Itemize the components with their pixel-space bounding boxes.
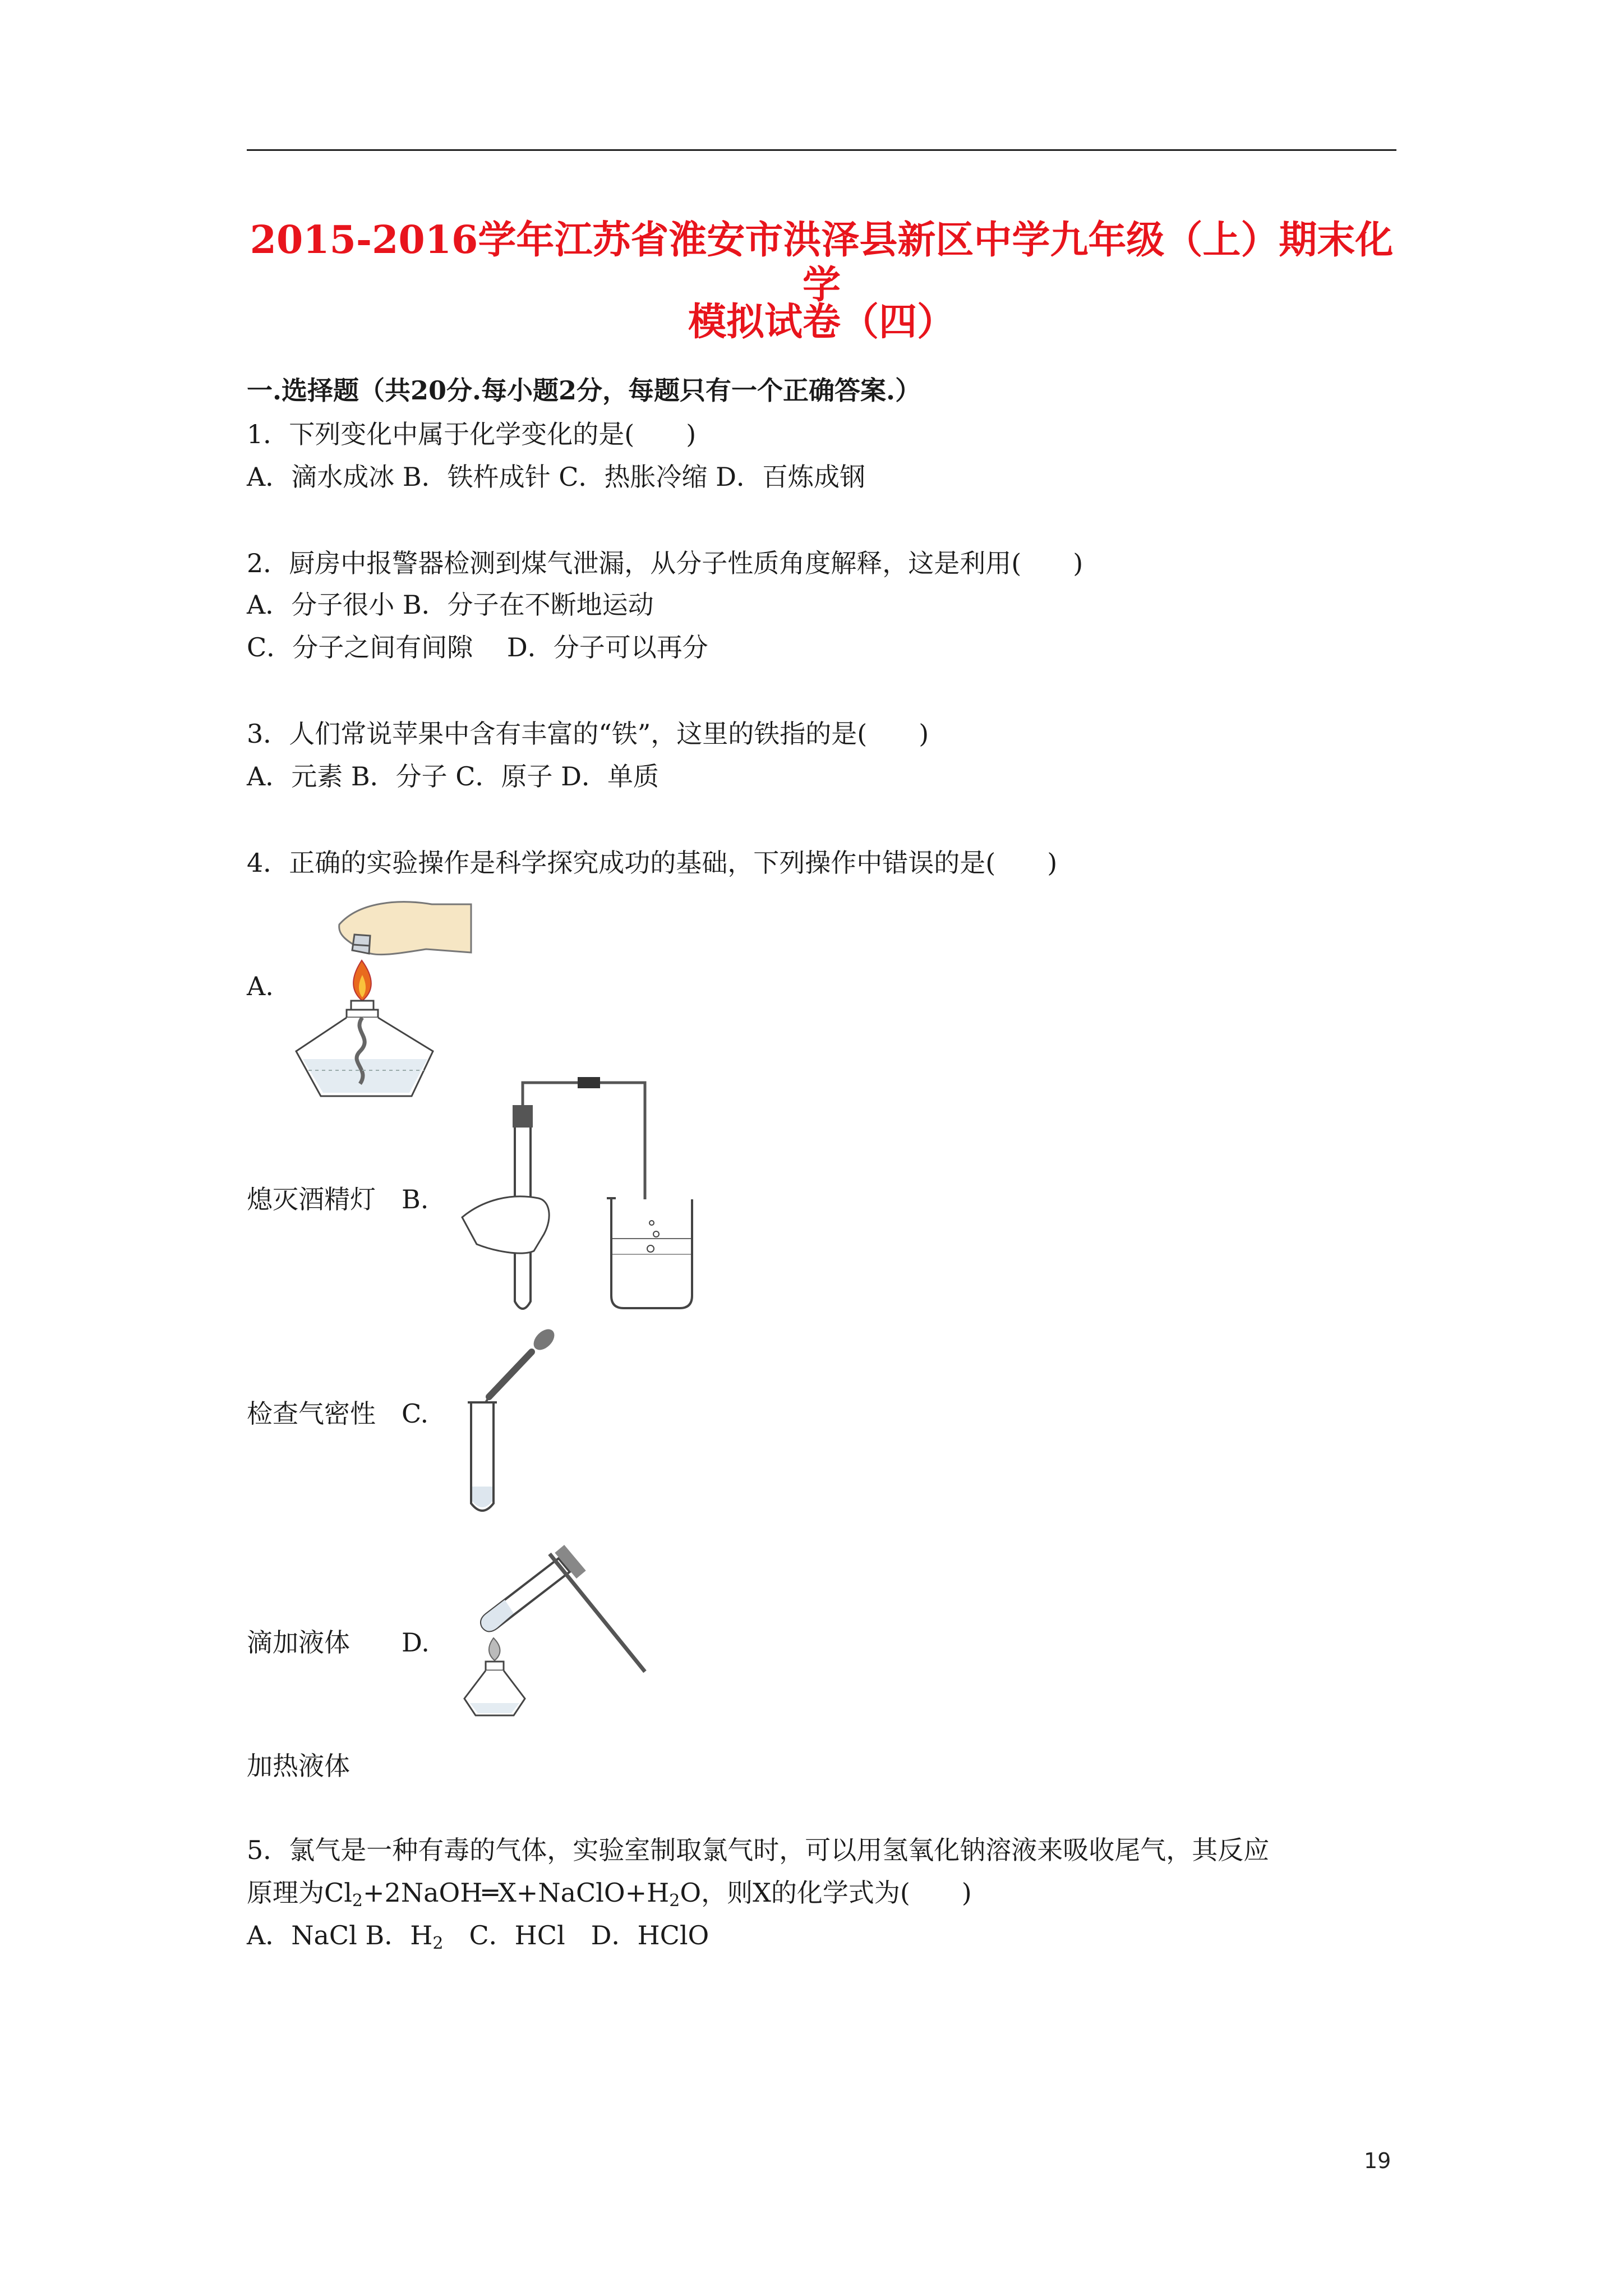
q2-options-line2: C．分子之间有间隙 D．分子可以再分 [247, 632, 708, 662]
header-rule [247, 149, 1396, 151]
heating-liquid-figure [460, 1537, 656, 1728]
q3-stem: 3．人们常说苹果中含有丰富的“铁”，这里的铁指的是( ) [247, 719, 929, 749]
q1-options: A．滴水成冰 B．铁杵成针 C．热胀冷缩 D．百炼成钢 [247, 462, 865, 492]
q5-option-part: C．HCl D．HClO [443, 1920, 709, 1950]
dropper-figure [460, 1318, 572, 1520]
q2-options-line1: A．分子很小 B．分子在不断地运动 [247, 590, 654, 620]
q5-options [247, 1920, 709, 1959]
q5-option-part: A．NaCl B．H [247, 1920, 433, 1950]
q4-label-b: 熄灭酒精灯 B. [247, 1184, 429, 1214]
q5-stem-line1: 5．氯气是一种有毒的气体，实验室制取氯气时，可以用氢氧化钠溶液来吸收尾气，其反应 [247, 1835, 1270, 1865]
q5-stem-line2 [247, 1877, 972, 1917]
alcohol-lamp-figure [286, 891, 477, 1104]
page-title-line1: 2015-2016学年江苏省淮安市洪泽县新区中学九年级（上）期末化学 [250, 218, 1394, 307]
q4-label-c: 检查气密性 C. [247, 1398, 429, 1429]
subscript: 2 [669, 1891, 680, 1911]
page-title-line2: 模拟试卷（四） [688, 300, 955, 344]
q1-stem: 1．下列变化中属于化学变化的是( ) [247, 419, 697, 449]
section-heading: 一.选择题（共20分.每小题2分，每题只有一个正确答案.） [247, 375, 921, 406]
q5-formula-part: O，则X的化学式为( ) [680, 1878, 972, 1908]
q3-options: A．元素 B．分子 C．原子 D．单质 [247, 761, 659, 792]
q4-stem: 4．正确的实验操作是科学探究成功的基础，下列操作中错误的是( ) [247, 848, 1058, 878]
q5-formula-part: +2NaOH═X+NaClO+H [363, 1878, 670, 1908]
subscript: 2 [352, 1891, 363, 1911]
q5-formula-part: 原理为Cl [247, 1878, 352, 1908]
airtightness-figure [460, 1066, 701, 1318]
q4-label-a: A. [247, 971, 274, 1001]
subscript: 2 [432, 1934, 444, 1953]
q4-label-d: 滴加液体 D. [247, 1627, 430, 1658]
q2-stem: 2．厨房中报警器检测到煤气泄漏，从分子性质角度解释，这是利用( ) [247, 548, 1083, 578]
q4-caption-d: 加热液体 [247, 1751, 350, 1781]
page-number: 19 [1364, 2148, 1391, 2173]
